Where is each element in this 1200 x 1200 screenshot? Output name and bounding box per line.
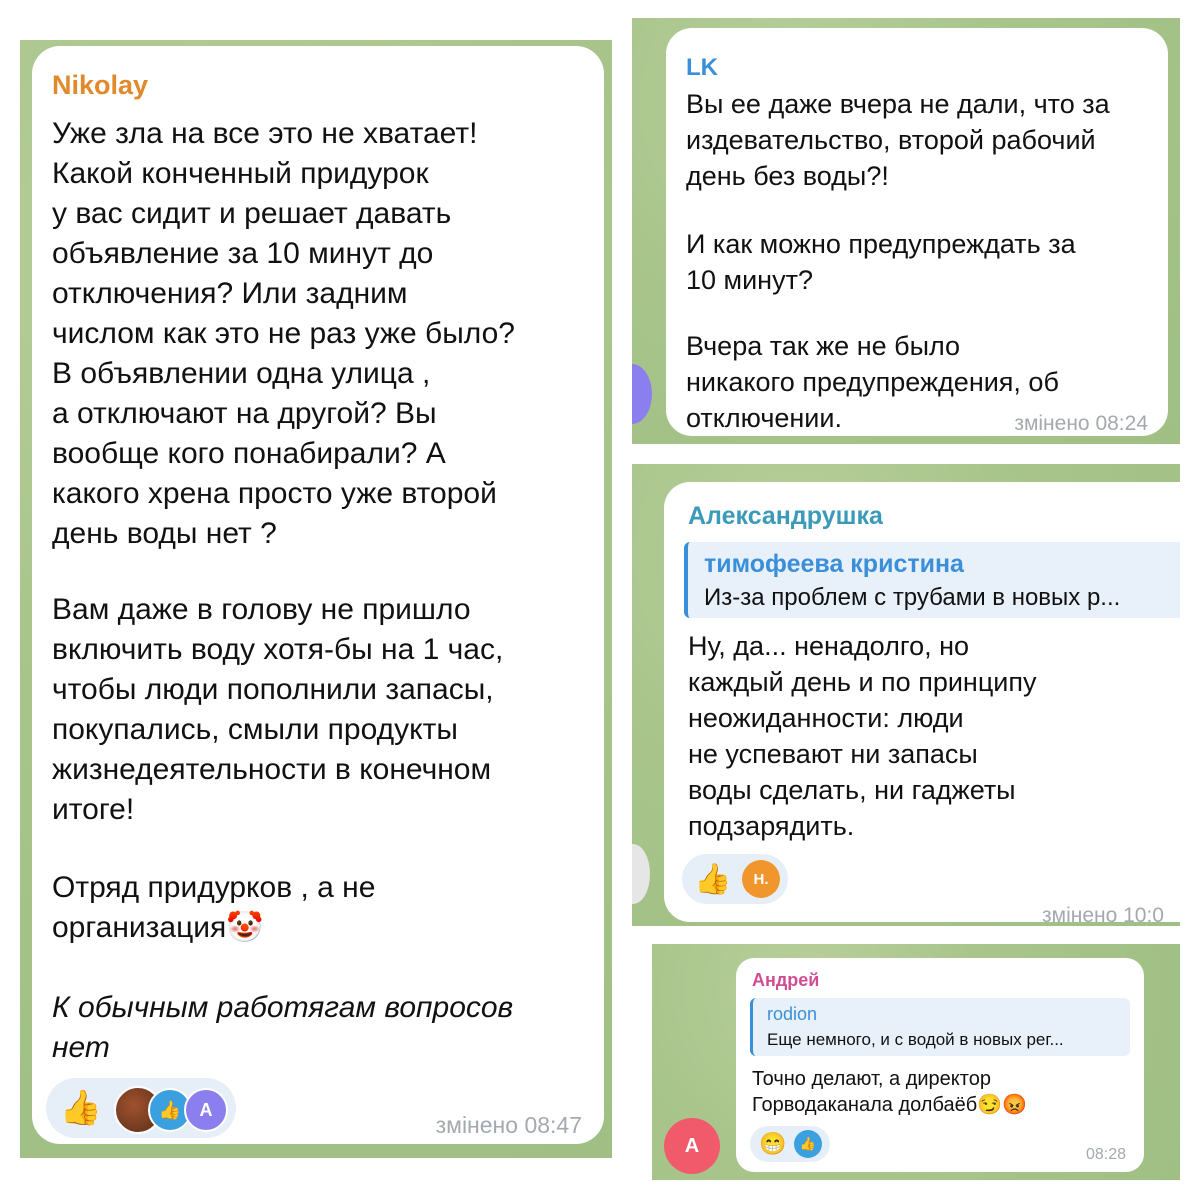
message-text: Уже зла на все это не хватает! Какой конченный придурок у вас сидит и решает давать объявление за 10 минут до отключения? Или задним числом как это не раз уже было? В объявлении одна улица , а отключают на другой? Вы вообще кого понабирали? А какого хрена просто уже второй день воды нет ? <box>52 117 515 550</box>
message-text-block <box>752 1066 1027 1118</box>
edited-timestamp: змінено 10:0 <box>1042 904 1164 926</box>
message-text: Ну, да... ненадолго, но каждый день и по принципу неожиданности: люди не успевают ни запасы воды сделать, ни гаджеты подзарядить. <box>688 631 1037 841</box>
reactor-avatar-blue: 👍 <box>794 1130 822 1158</box>
sender-avatar[interactable] <box>632 844 650 904</box>
message-text: Отряд придурков , а не организация <box>52 871 376 944</box>
message-text: Точно делают, а директор Горводаканала долбаёб <box>752 1068 991 1116</box>
sender-name[interactable]: LK <box>686 54 718 81</box>
message-bubble-nikolay[interactable] <box>32 46 604 1144</box>
sender-avatar[interactable] <box>632 364 652 424</box>
quote-author: тимофеева кристина <box>704 550 964 578</box>
chat-panel-andrey <box>652 944 1180 1180</box>
thumbs-up-reaction[interactable]: 👍 <box>59 1089 103 1127</box>
sender-name[interactable]: Андрей <box>752 970 820 990</box>
message-bubble-andrey[interactable] <box>736 958 1144 1172</box>
edited-timestamp: змінено 08:24 <box>1014 412 1148 435</box>
chat-panel-alexandrushka <box>632 464 1180 926</box>
message-text-line <box>52 868 375 948</box>
thumbs-up-reaction[interactable]: 👍 <box>694 862 732 896</box>
reactor-avatar-blue: 👍 <box>148 1088 192 1132</box>
message-text: Вчера так же не было никакого предупреждения, об отключении. <box>686 331 1059 433</box>
message-text: Вам даже в голову не пришло включить воду хотя-бы на 1 час, чтобы люди пополнили запасы, покупались, смыли продукты жизнедеятельности в конечном итоге! <box>52 593 504 826</box>
reactions-bar[interactable] <box>750 1126 830 1162</box>
reactions-bar[interactable] <box>46 1078 236 1138</box>
quote-text: Из-за проблем с трубами в новых р... <box>704 584 1121 611</box>
sender-avatar[interactable]: А <box>664 1118 720 1174</box>
sender-name[interactable]: Александрушка <box>688 502 883 530</box>
message-time: 08:28 <box>1085 1146 1126 1163</box>
grin-reaction[interactable]: 😁 <box>759 1131 787 1156</box>
edited-timestamp: змінено 08:47 <box>435 1112 582 1138</box>
message-text-italic: К обычным работягам вопросов нет <box>52 991 514 1064</box>
sender-name[interactable]: Nikolay <box>52 70 149 100</box>
reply-quote[interactable] <box>684 542 1180 618</box>
message-bubble-lk[interactable] <box>666 28 1168 436</box>
reply-quote[interactable] <box>750 998 1130 1056</box>
reactor-avatar-letter: Н. <box>742 860 780 898</box>
reactor-avatar-letter: А <box>184 1088 228 1132</box>
message-bubble-alexandrushka[interactable] <box>664 482 1180 926</box>
reactions-bar[interactable] <box>682 854 788 904</box>
emoji-tail: 😏😡 <box>977 1094 1027 1116</box>
quote-text: Еще немного, и с водой в новых рег... <box>767 1030 1064 1049</box>
message-text: Вы ее даже вчера не дали, что за издевательство, второй рабочий день без воды?! <box>686 89 1110 191</box>
chat-panel-nikolay <box>20 40 612 1158</box>
quote-author: rodion <box>767 1004 818 1024</box>
message-text: И как можно предупреждать за 10 минут? <box>686 229 1076 295</box>
chat-panel-lk <box>632 18 1180 444</box>
clown-emoji: 🤡 <box>226 911 264 944</box>
